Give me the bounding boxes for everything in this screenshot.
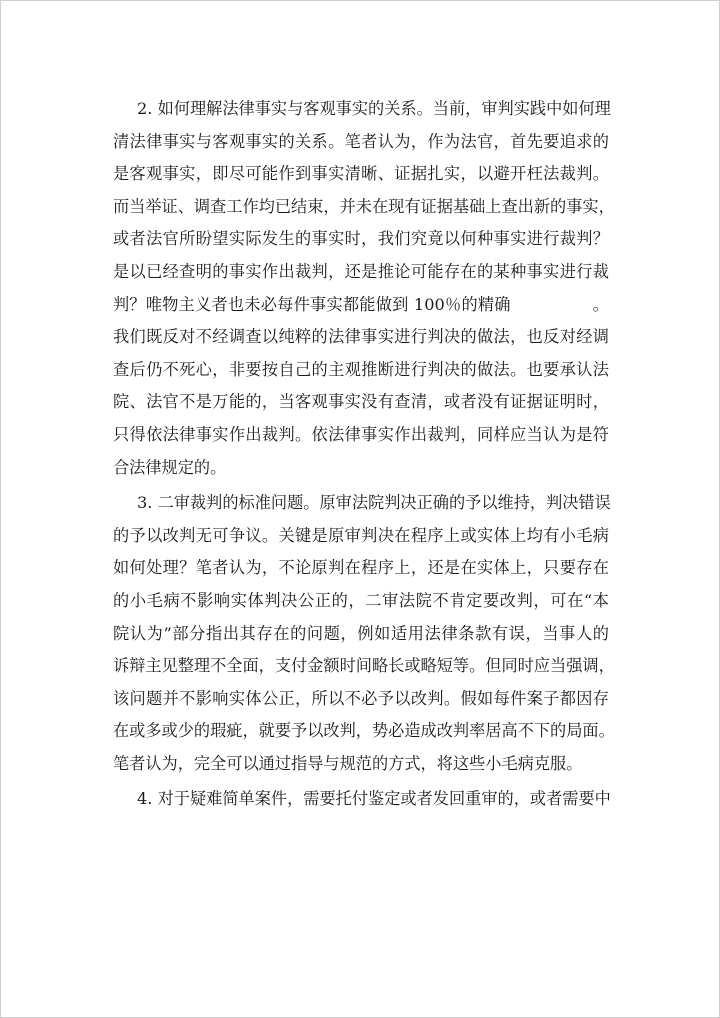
text-line: 院认为”部分指出其存在的问题，例如适用法律条款有误，当事人的 [113,623,609,643]
text-line: 清法律事实与客观事实的关系。笔者认为，作为法官，首先要追求的 [113,131,609,151]
text-line: 诉辩主见整理不全面，支付金额时间略长或略短等。但同时应当强调， [113,656,615,676]
text-line: 或者法官所盼望实际发生的事实时，我们究竟以何种事实进行裁判？ [113,229,609,249]
text-line: 4. 对于疑难简单案件，需要托付鉴定或者发回重审的，或者需要中 [137,789,611,809]
text-line: 是以已经查明的事实作出裁判，还是推论可能存在的某种事实进行裁 [113,261,609,281]
paragraph-2 [113,93,615,484]
text-line: 我们既反对不经调查以纯粹的法律事实进行判决的做法，也反对经调 [113,327,609,347]
text-line: 如何处理？笔者认为，不论原判在程序上，还是在实体上，只要存在 [113,558,609,578]
text-line: 院、法官不是万能的，当客观事实没有查清，或者没有证据证明时， [113,392,609,412]
text-line: 只得依法律事实作出裁判。依法律事实作出裁判，同样应当认为是符 [113,424,609,444]
text-line: 的小毛病不影响实体判决公正的，二审法院不肯定要改判，可在“本 [113,590,609,610]
paragraph-4 [113,783,609,816]
text-line: 该问题并不影响实体公正，所以不必予以改判。假如每件案子都因存 [113,688,609,708]
text-line: 的予以改判无可争议。关键是原审判决在程序上或实体上均有小毛病 [113,525,609,545]
text-line: 笔者认为，完全可以通过指导与规范的方式，将这些小毛病克服。 [113,753,583,773]
text-line: 在或多或少的瑕疵，就要予以改判，势必造成改判率居高不下的局面。 [113,721,615,741]
text-line: 而当举证、调查工作均已结束，并未在现有证据基础上查出新的事实， [113,196,615,216]
text-line: 3. 二审裁判的标准问题。原审法院判决正确的予以维持，判决错误 [137,493,611,513]
text-line: 是客观事实，即尽可能作到事实清晰、证据扎实，以避开枉法裁判。 [113,164,609,184]
document-body [113,93,615,819]
text-line: 判？唯物主义者也未必每件事实都能做到 100％的精确 。 [113,294,609,314]
text-line: 2. 如何理解法律事实与客观事实的关系。当前，审判实践中如何理 [137,99,611,118]
text-line: 查后仍不死心，非要按自己的主观推断进行判决的做法。也要承认法 [113,359,609,379]
paragraph-3 [113,487,615,780]
text-line: 合法律规定的。 [113,457,227,477]
